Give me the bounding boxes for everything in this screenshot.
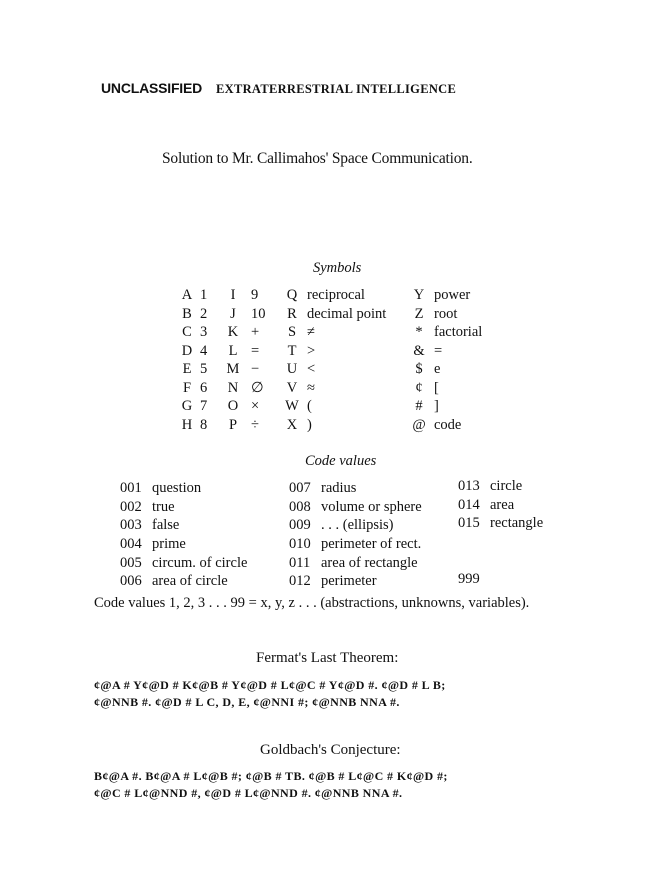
symbols-col3-letters (284, 286, 300, 434)
symbol-letter: L (228, 342, 238, 359)
symbol-value: 4 (200, 342, 208, 359)
code-label: perimeter of rect. (321, 536, 422, 553)
code-row (458, 570, 543, 589)
symbol-letter: M (226, 361, 240, 377)
code-row (120, 498, 247, 517)
symbol-letter: E (182, 361, 192, 377)
symbol-letter: Z (414, 305, 424, 322)
symbol-letter: ¢ (415, 379, 423, 396)
code-label: area of circle (152, 573, 228, 590)
fermat-line-1: ¢@A # Y¢@D # K¢@B # Y¢@D # L¢@C # Y¢@D #. ¢@D # L B; (94, 678, 446, 692)
code-number: 014 (458, 496, 480, 513)
code-values-col1 (120, 479, 247, 591)
code-values-col2 (289, 479, 422, 591)
symbol-letter: S (287, 324, 297, 340)
code-row (289, 498, 422, 517)
symbol-letter: & (413, 342, 425, 359)
code-label: circle (490, 478, 523, 494)
symbol-letter: C (182, 324, 192, 340)
code-label: radius (321, 480, 357, 496)
code-number: 008 (289, 498, 311, 515)
symbol-value: factorial (434, 324, 483, 340)
code-number: 009 (289, 517, 311, 534)
symbol-value: [ (434, 379, 439, 396)
symbol-value: = (434, 342, 443, 359)
symbol-value: ] (434, 398, 439, 414)
symbol-value: power (434, 287, 471, 303)
symbol-letter: T (287, 342, 297, 359)
symbol-letter: # (415, 398, 423, 414)
symbol-letter: F (182, 379, 192, 396)
symbols-col2-values (251, 286, 266, 434)
code-label: false (152, 517, 180, 534)
symbols-col1-letters (180, 286, 194, 434)
symbol-letter: G (181, 398, 193, 414)
symbol-value: 9 (251, 287, 259, 303)
code-row (120, 516, 247, 535)
code-number: 015 (458, 515, 480, 532)
symbol-value: ( (307, 398, 312, 414)
symbol-letter: O (227, 398, 239, 414)
document-header: EXTRATERRESTRIAL INTELLIGENCE (216, 82, 457, 96)
symbol-value: 1 (200, 287, 208, 303)
symbol-letter: I (230, 287, 236, 303)
code-row (289, 572, 422, 591)
code-number: 007 (289, 480, 311, 496)
code-values-heading: Code values (305, 453, 377, 469)
code-number: 010 (289, 536, 311, 553)
document-title: Solution to Mr. Callimahos' Space Communication. (162, 150, 473, 167)
code-label: . . . (ellipsis) (321, 517, 394, 534)
code-number: 004 (120, 536, 142, 553)
symbol-value: < (307, 361, 316, 377)
symbol-value: 2 (200, 305, 208, 322)
code-label: prime (152, 536, 186, 553)
goldbach-title: Goldbach's Conjecture: (260, 742, 401, 758)
symbol-letter: A (181, 287, 193, 303)
code-label: true (152, 498, 175, 515)
symbol-letter: H (181, 416, 193, 433)
code-row (120, 535, 247, 554)
code-number: 011 (289, 554, 311, 571)
code-label: perimeter (321, 573, 377, 590)
symbol-value: ≈ (307, 379, 315, 396)
symbol-letter: B (182, 305, 192, 322)
symbol-letter: K (227, 324, 239, 340)
code-label: rectangle (490, 515, 544, 532)
code-row (458, 533, 543, 552)
code-row (458, 552, 543, 571)
symbols-heading: Symbols (313, 260, 362, 276)
code-row (289, 516, 422, 535)
symbol-value: − (251, 361, 260, 377)
code-row (289, 535, 422, 554)
symbol-value: reciprocal (307, 287, 365, 303)
symbol-value: ) (307, 416, 312, 433)
code-row (289, 479, 422, 498)
code-number: 013 (458, 478, 480, 494)
symbol-value: 5 (200, 361, 208, 377)
symbol-letter: $ (415, 361, 423, 377)
symbols-col3-values (307, 286, 386, 434)
symbol-letter: N (227, 379, 239, 396)
code-values-note: Code values 1, 2, 3 . . . 99 = x, y, z . . . (abstractions, unknowns, variables). (94, 595, 530, 611)
code-number: 001 (120, 480, 142, 496)
symbols-col2-letters (226, 286, 240, 434)
code-row (289, 554, 422, 573)
goldbach-line-1: B¢@A #. B¢@A # L¢@B #; ¢@B # TB. ¢@B # L¢@C # K¢@D #; (94, 769, 448, 783)
symbol-letter: J (230, 305, 236, 322)
symbol-value: decimal point (307, 305, 387, 322)
code-label: area of rectangle (321, 554, 418, 571)
symbol-letter: Y (413, 287, 425, 303)
code-row (458, 496, 543, 515)
code-row (120, 554, 247, 573)
code-number: 006 (120, 573, 142, 590)
symbol-letter: V (286, 379, 298, 396)
symbol-letter: @ (412, 416, 426, 433)
symbol-value: 7 (200, 398, 208, 414)
symbol-letter: R (287, 305, 297, 322)
symbol-letter: X (286, 416, 298, 433)
symbol-value: e (434, 361, 441, 377)
symbols-col4-values (434, 286, 482, 434)
symbol-value: × (251, 398, 260, 414)
symbol-value: 6 (200, 379, 208, 396)
symbol-value: ∅ (251, 379, 264, 396)
symbol-value: + (251, 324, 260, 340)
code-row (458, 477, 543, 496)
code-row (120, 479, 247, 498)
symbol-letter: D (181, 342, 193, 359)
code-row (120, 572, 247, 591)
symbol-value: code (434, 416, 462, 433)
code-number: 012 (289, 573, 311, 590)
code-number: 005 (120, 554, 142, 571)
code-number: 003 (120, 517, 142, 534)
symbols-col1-values (200, 286, 207, 434)
fermat-line-2: ¢@NNB #. ¢@D # L C, D, E, ¢@NNI #; ¢@NNB NNA #. (94, 695, 400, 709)
code-label: volume or sphere (321, 498, 422, 515)
code-label: circum. of circle (152, 554, 248, 571)
code-values-col3 (458, 477, 543, 589)
symbol-value: = (251, 342, 260, 359)
symbol-value: > (307, 342, 316, 359)
symbols-col4-letters (411, 286, 427, 434)
symbol-value: ≠ (307, 324, 315, 340)
symbol-value: ÷ (251, 416, 259, 433)
symbol-letter: U (286, 361, 298, 377)
symbol-letter: P (228, 416, 238, 433)
fermat-title: Fermat's Last Theorem: (256, 650, 399, 666)
symbol-letter: W (285, 398, 299, 414)
code-row (458, 514, 543, 533)
code-number: 999 (458, 571, 480, 588)
symbol-value: root (434, 305, 458, 322)
goldbach-line-2: ¢@C # L¢@NND #, ¢@D # L¢@NND #. ¢@NNB NNA #. (94, 786, 403, 800)
symbol-letter: Q (286, 287, 298, 303)
classification-label: UNCLASSIFIED (101, 80, 203, 96)
symbol-value: 8 (200, 416, 208, 433)
code-label: area (490, 496, 515, 513)
symbol-value: 3 (200, 324, 208, 340)
symbol-value: 10 (251, 305, 266, 322)
symbol-letter: * (415, 324, 423, 340)
code-label: question (152, 480, 202, 496)
code-number: 002 (120, 498, 142, 515)
